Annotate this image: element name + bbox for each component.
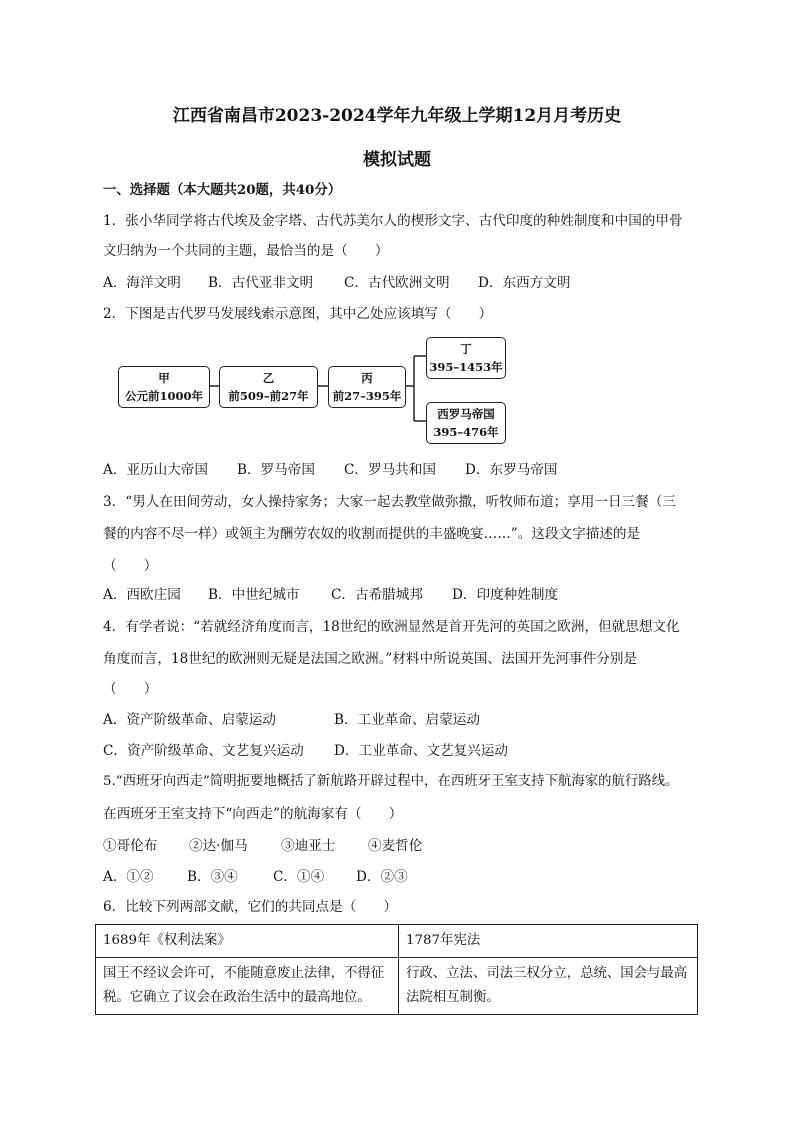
q2-stem: 2．下图是古代罗马发展线索示意图，其中乙处应该填写（ ） <box>103 306 493 322</box>
q3-stem-line1: 3．“男人在田间劳动，女人操持家务；大家一起去教堂做弥撒，听牧师布道；享用一日三餐（三 <box>103 494 676 510</box>
q3-stem-line2: 餐的内容不尽一样）或领主为酬劳农奴的收割而提供的丰盛晚宴……”。这段文字描述的是 <box>103 526 641 542</box>
q3-option-d: D．印度种姓制度 <box>452 587 559 603</box>
q5-stem-line1: 5.“西班牙向西走”简明扼要地概括了新航路开辟过程中，在西班牙王室支持下航海家的航行路线。 <box>103 774 679 789</box>
q3-stem-line3: （ ） <box>103 558 158 574</box>
q2-option-b: B．罗马帝国 <box>237 462 315 478</box>
timeline-box-bing <box>328 366 406 408</box>
q3-option-b: B．中世纪城市 <box>208 587 300 603</box>
q4-option-c: C．资产阶级革命、文艺复兴运动 <box>103 743 304 759</box>
timeline-box-ding <box>426 337 506 379</box>
jia-period: 公元前1000年 <box>124 389 203 403</box>
ding-name: 丁 <box>460 342 472 356</box>
q4-stem-line3: （ ） <box>103 681 158 697</box>
q5-option-d: D．②③ <box>356 869 408 885</box>
q3-option-c: C．古希腊城邦 <box>331 587 423 603</box>
table-header-1787-constitution: 1787年宪法 <box>399 925 698 958</box>
q5-item-1: ①哥伦布 <box>103 838 158 854</box>
bing-period: 前27–395年 <box>332 389 402 403</box>
q6-comparison-table <box>95 924 698 1015</box>
q2-option-c: C．罗马共和国 <box>344 462 436 478</box>
timeline-box-yi <box>219 366 318 408</box>
table-header-bill-of-rights: 1689年《权利法案》 <box>96 925 399 958</box>
q5-stem-line2: 在西班牙王室支持下“向西走”的航海家有（ ） <box>103 806 403 822</box>
q1-stem-line2: 文归纳为一个共同的主题，最恰当的是（ ） <box>103 243 389 259</box>
q5-item-4: ④麦哲伦 <box>368 838 423 854</box>
q3-option-a: A．西欧庄园 <box>103 587 181 603</box>
q6-stem: 6．比较下列两部文献，它们的共同点是（ ） <box>103 899 398 915</box>
q5-option-b: B．③④ <box>187 869 238 885</box>
q1-option-b: B．古代亚非文明 <box>208 275 314 291</box>
table-row <box>96 925 698 958</box>
yi-period: 前509–前27年 <box>228 389 309 403</box>
q1-option-d: D．东西方文明 <box>478 275 571 291</box>
q2-option-a: A．亚历山大帝国 <box>103 462 208 478</box>
west-rome-name: 西罗马帝国 <box>437 407 495 421</box>
q4-stem-line1: 4．有学者说：“若就经济角度而言，18世纪的欧洲显然是首开先河的英国之欧洲，但就思想文化 <box>103 619 680 635</box>
q2-option-d: D．东罗马帝国 <box>465 462 558 478</box>
jia-name: 甲 <box>158 371 170 385</box>
q5-item-2: ②达·伽马 <box>189 838 248 854</box>
bing-name: 丙 <box>361 371 373 385</box>
timeline-box-jia <box>118 366 210 408</box>
ding-period: 395–1453年 <box>429 360 503 374</box>
q4-stem-line2: 角度而言，18世纪的欧洲则无疑是法国之欧洲。”材料中所说英国、法国开先河事件分别是 <box>103 651 638 667</box>
q4-option-d: D．工业革命、文艺复兴运动 <box>334 743 509 759</box>
table-cell-1787-constitution: 行政、立法、司法三权分立，总统、国会与最高法院相互制衡。 <box>399 958 698 1015</box>
q5-option-a: A．①② <box>103 869 154 885</box>
q5-option-c: C．①④ <box>273 869 325 885</box>
q1-stem-line1: 1．张小华同学将古代埃及金字塔、古代苏美尔人的楔形文字、古代印度的种姓制度和中国的甲骨 <box>103 213 683 229</box>
page-title-line2: 模拟试题 <box>363 150 431 170</box>
q1-option-a: A．海洋文明 <box>103 275 181 291</box>
q4-option-b: B．工业革命、启蒙运动 <box>334 712 480 728</box>
q1-option-c: C．古代欧洲文明 <box>344 275 450 291</box>
table-cell-bill-of-rights: 国王不经议会许可，不能随意废止法律，不得征税。它确立了议会在政治生活中的最高地位。 <box>96 958 399 1015</box>
page-title-line1: 江西省南昌市2023-2024学年九年级上学期12月月考历史 <box>172 106 622 126</box>
table-row <box>96 958 698 1015</box>
section-header: 一、选择题（本大题共20题，共40分） <box>103 182 342 198</box>
timeline-box-west-rome <box>426 402 506 444</box>
q4-option-a: A．资产阶级革命、启蒙运动 <box>103 712 276 728</box>
yi-name: 乙 <box>262 371 275 385</box>
west-rome-period: 395–476年 <box>433 425 499 439</box>
q5-item-3: ③迪亚士 <box>281 838 336 854</box>
